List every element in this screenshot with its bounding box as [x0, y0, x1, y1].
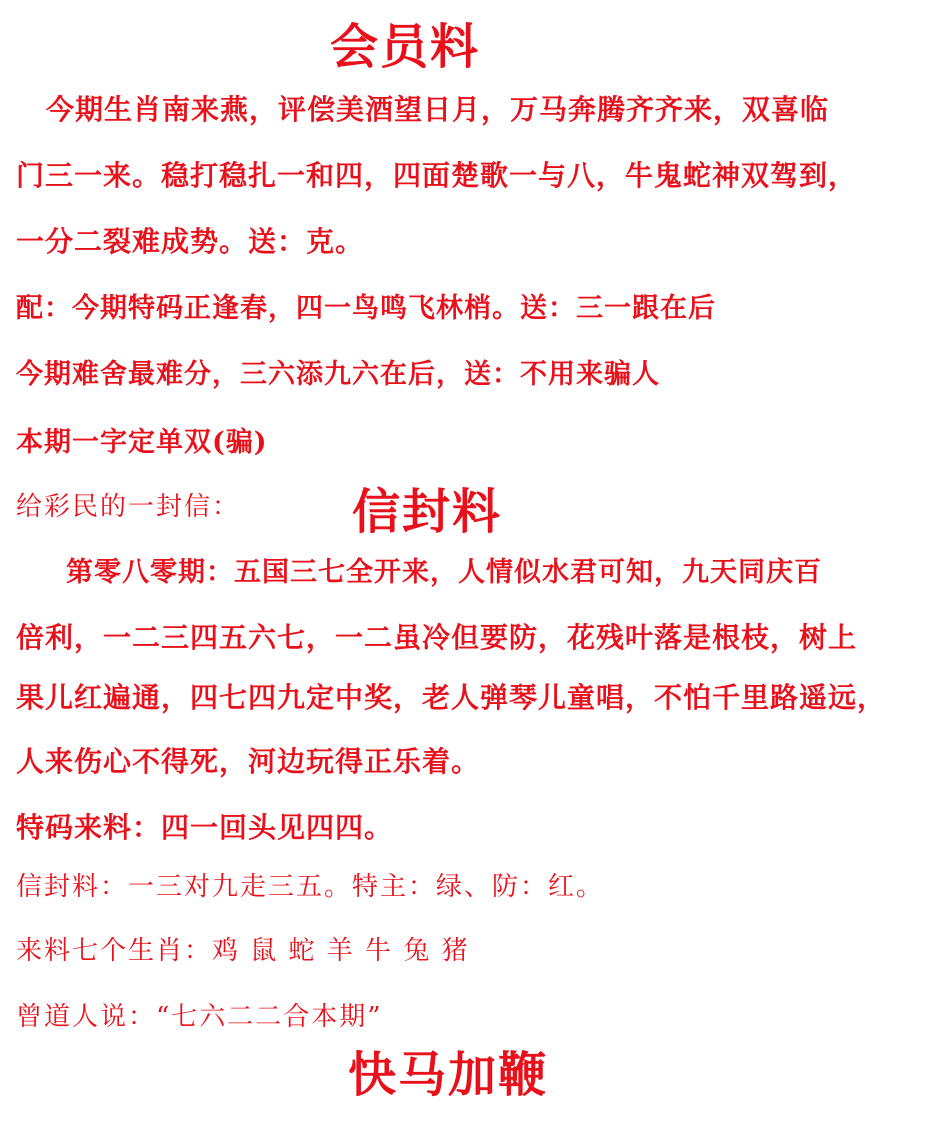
letter-line-3: 果儿红遍通，四七四九定中奖，老人弹琴儿童唱，不怕千里路遥远， [16, 681, 887, 714]
letter-line-7: 来料七个生肖：鸡 鼠 蛇 羊 牛 兔 猪 [16, 936, 470, 966]
member-line-6: 本期一字定单双(骗) [16, 427, 268, 458]
letter-line-1: 第零八零期：五国三七全开来，人情似水君可知，九天同庆百 [66, 557, 822, 588]
heading-fast-horse: 快马加鞭 [348, 1047, 549, 1103]
letter-line-4: 人来伤心不得死，河边玩得正乐着。 [16, 745, 481, 778]
member-line-4: 配：今期特码正逢春，四一鸟鸣飞林梢。送：三一跟在后 [16, 293, 716, 324]
member-line-7: 给彩民的一封信： [16, 492, 241, 522]
heading-letter: 信封料 [352, 484, 503, 540]
member-line-2: 门三一来。稳打稳扎一和四，四面楚歌一与八，牛鬼蛇神双驾到， [16, 159, 858, 192]
member-line-1: 今期生肖南来燕，评偿美酒望日月，万马奔腾齐齐来，双喜临 [46, 93, 830, 126]
letter-line-8: 曾道人说：“七六二二合本期” [16, 1002, 383, 1032]
member-line-5: 今期难舍最难分，三六添九六在后，送：不用来骗人 [16, 359, 660, 390]
letter-line-6: 信封料：一三对九走三五。特主：绿、防：红。 [16, 872, 605, 902]
heading-member: 会员料 [330, 19, 481, 75]
letter-line-2: 倍利，一二三四五六七，一二虽冷但要防，花残叶落是根枝，树上 [16, 621, 858, 654]
member-line-3: 一分二裂难成势。送：克。 [16, 225, 365, 258]
letter-line-5: 特码来料：四一回头见四四。 [16, 811, 394, 844]
